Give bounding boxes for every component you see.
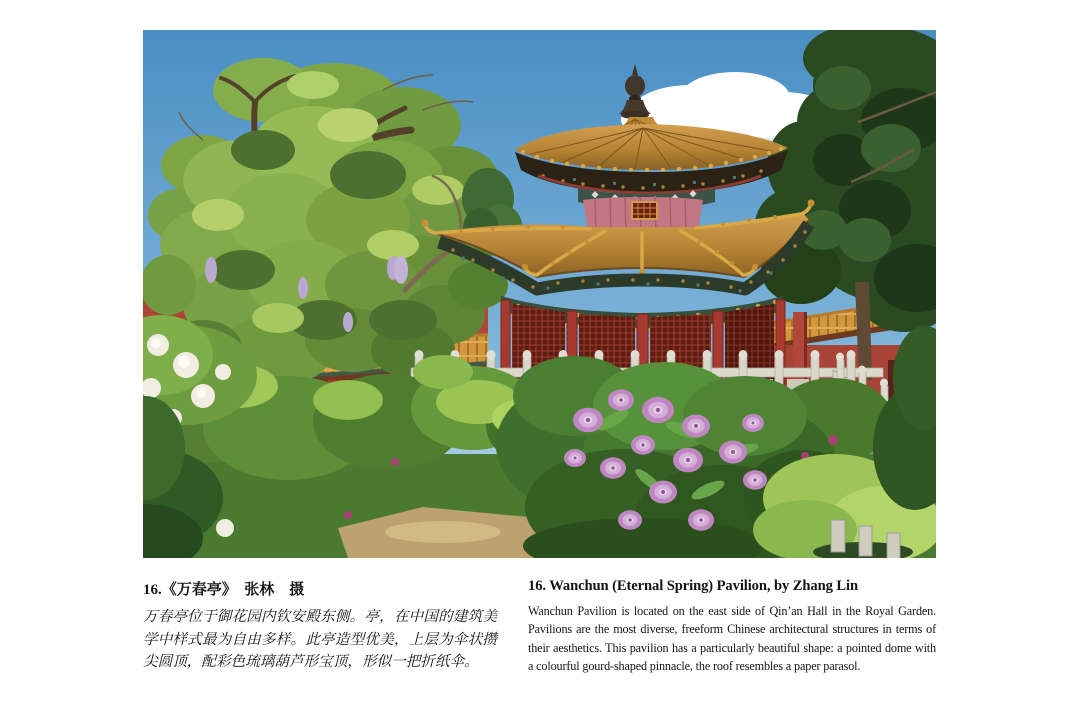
- caption-chinese-body: 万春亭位于御花园内钦安殿东侧。亭，在中国的建筑美学中样式最为自由多样。此亭造型优美，上层为伞状攒尖圆顶，配彩色琉璃葫芦形宝顶，形似一把折纸伞。: [143, 609, 497, 671]
- caption-chinese-title: 16.《万春亭》 张林 摄: [143, 582, 305, 598]
- caption-english-title: 16. Wanchun (Eternal Spring) Pavilion, by Zhang Lin: [528, 578, 858, 594]
- drum-lattice-window: [632, 202, 657, 219]
- caption-english: [528, 578, 936, 675]
- caption-english-body: Wanchun Pavilion is located on the east side of Qin’an Hall in the Royal Garden. Pavilions are the most diverse, freeform Chinese architectural structures in terms of their aesthetics. This pavilion has a particularly beautiful shape: a pointed dome with a colourful gourd-shaped pinnacle, the roof resembles a paper parasol.: [528, 604, 936, 673]
- pavilion-photograph: [143, 30, 936, 558]
- caption-chinese: [143, 578, 497, 674]
